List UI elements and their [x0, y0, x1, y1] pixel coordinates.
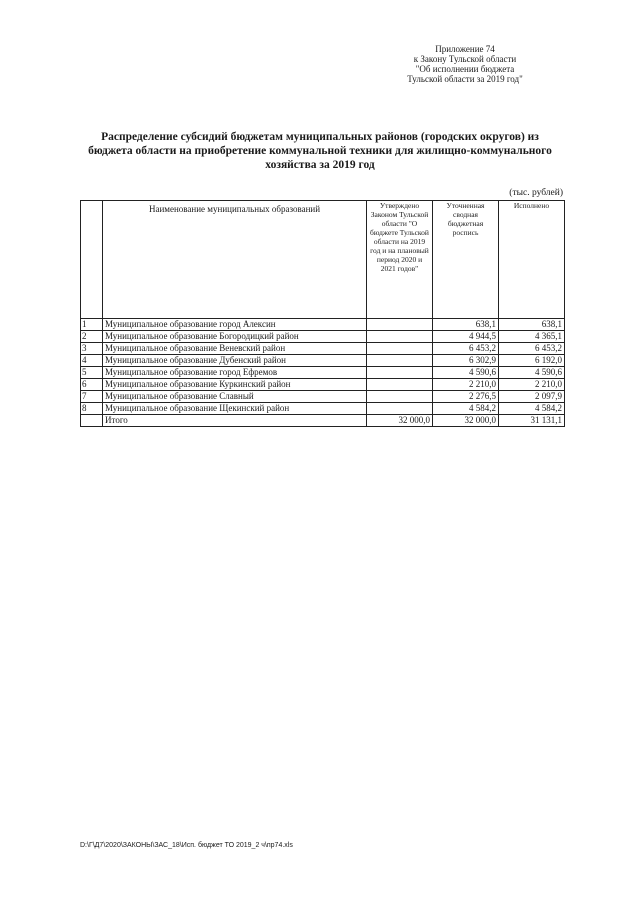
header-revised: Уточненная сводная бюджетная роспись — [433, 201, 499, 319]
row-executed: 6 192,0 — [499, 355, 565, 367]
row-index: 2 — [81, 331, 103, 343]
row-revised: 2 276,5 — [433, 391, 499, 403]
file-path-footer: D:\Г\Д7\2020\ЗАКОНЫ\ЗАС_18\Исп. бюджет ТО 2019_2 ч\пр74.xls — [80, 842, 293, 849]
row-approved — [367, 391, 433, 403]
appendix-line-2: к Закону Тульской области — [413, 54, 517, 64]
row-name: Муниципальное образование Веневский район — [103, 343, 367, 355]
total-index — [81, 415, 103, 427]
row-executed: 6 453,2 — [499, 343, 565, 355]
row-executed: 638,1 — [499, 319, 565, 331]
header-index — [81, 201, 103, 319]
row-executed: 4 365,1 — [499, 331, 565, 343]
table-row — [81, 343, 565, 355]
table-row — [81, 379, 565, 391]
table-row — [81, 367, 565, 379]
table-header-row — [81, 201, 565, 319]
header-name: Наименование муниципальных образований — [103, 201, 367, 319]
table-row — [81, 403, 565, 415]
total-label: Итого — [103, 415, 367, 427]
row-revised: 6 453,2 — [433, 343, 499, 355]
document-title: Распределение субсидий бюджетам муниципальных районов (городских округов) из бюджета области на приобретение коммунальной техники для жилищно-коммунального хозяйства за 2019 год — [88, 131, 552, 171]
row-approved — [367, 355, 433, 367]
total-row — [81, 415, 565, 427]
appendix-block — [380, 44, 550, 84]
row-approved — [367, 319, 433, 331]
row-revised: 4 590,6 — [433, 367, 499, 379]
row-index: 5 — [81, 367, 103, 379]
row-index: 3 — [81, 343, 103, 355]
table-row — [81, 355, 565, 367]
table-row — [81, 391, 565, 403]
appendix-line-1: Приложение 74 — [435, 44, 495, 54]
row-executed: 2 210,0 — [499, 379, 565, 391]
row-revised: 638,1 — [433, 319, 499, 331]
subsidies-table — [80, 200, 565, 427]
row-index: 8 — [81, 403, 103, 415]
table-row — [81, 331, 565, 343]
row-name: Муниципальное образование город Алексин — [103, 319, 367, 331]
row-executed: 4 584,2 — [499, 403, 565, 415]
row-revised: 4 584,2 — [433, 403, 499, 415]
row-name: Муниципальное образование город Ефремов — [103, 367, 367, 379]
row-index: 1 — [81, 319, 103, 331]
row-executed: 4 590,6 — [499, 367, 565, 379]
header-executed: Исполнено — [499, 201, 565, 319]
row-name: Муниципальное образование Славный — [103, 391, 367, 403]
table-body — [81, 319, 565, 427]
row-index: 6 — [81, 379, 103, 391]
header-approved: Утверждено Законом Тульской области "О бюджете Тульской области на 2019 год и на плановый период 2020 и 2021 годов" — [367, 201, 433, 319]
row-approved — [367, 343, 433, 355]
row-executed: 2 097,9 — [499, 391, 565, 403]
row-revised: 4 944,5 — [433, 331, 499, 343]
row-approved — [367, 379, 433, 391]
total-approved: 32 000,0 — [367, 415, 433, 427]
appendix-line-3: "Об исполнении бюджета — [415, 64, 515, 74]
row-revised: 6 302,9 — [433, 355, 499, 367]
total-revised: 32 000,0 — [433, 415, 499, 427]
table-row — [81, 319, 565, 331]
row-revised: 2 210,0 — [433, 379, 499, 391]
row-approved — [367, 331, 433, 343]
row-index: 7 — [81, 391, 103, 403]
row-name: Муниципальное образование Куркинский район — [103, 379, 367, 391]
appendix-line-4: Тульской области за 2019 год" — [407, 74, 523, 84]
row-index: 4 — [81, 355, 103, 367]
row-name: Муниципальное образование Богородицкий район — [103, 331, 367, 343]
row-name: Муниципальное образование Дубенский район — [103, 355, 367, 367]
units-label: (тыс. рублей) — [509, 188, 563, 198]
row-name: Муниципальное образование Щекинский район — [103, 403, 367, 415]
total-executed: 31 131,1 — [499, 415, 565, 427]
row-approved — [367, 367, 433, 379]
row-approved — [367, 403, 433, 415]
